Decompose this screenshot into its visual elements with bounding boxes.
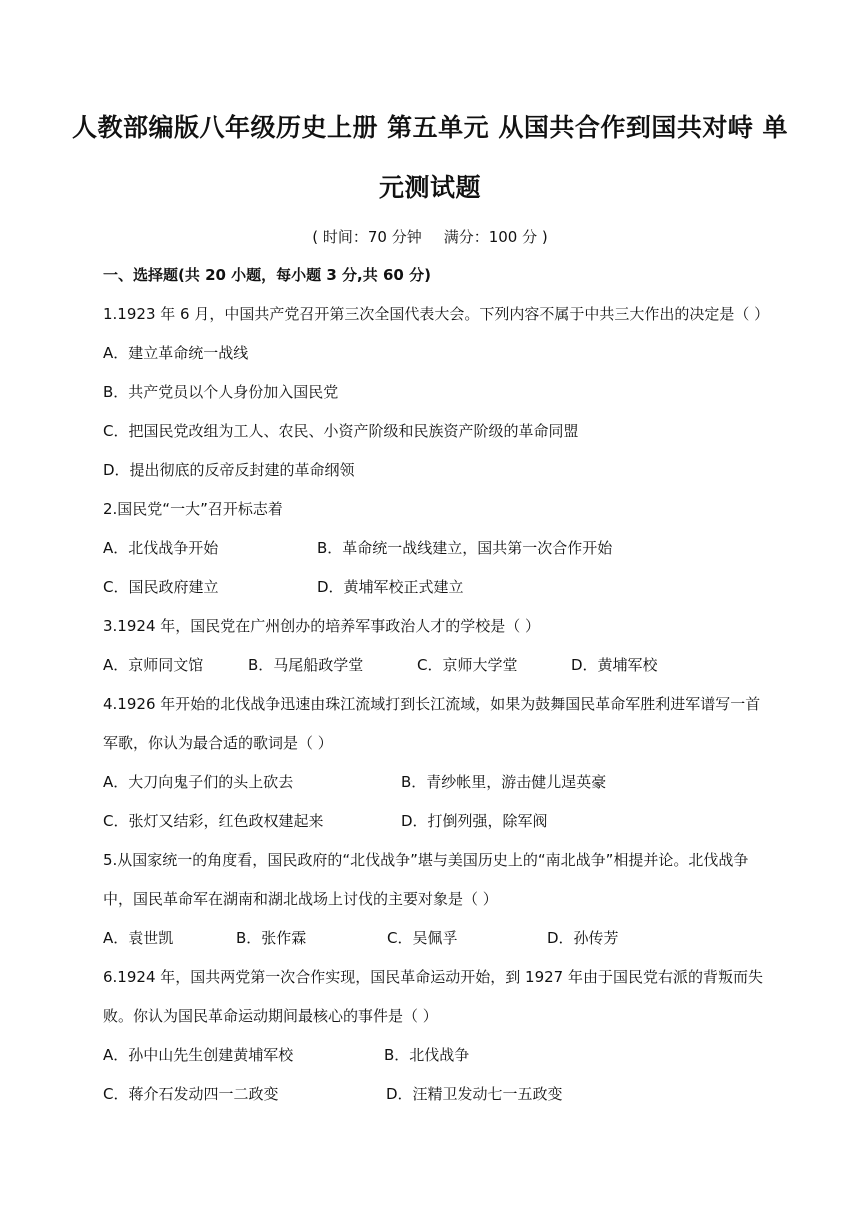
- question-6-stem-line2: 败。你认为国民革命运动期间最核心的事件是（ ）: [103, 1007, 438, 1025]
- score-label: 满分：100 分 ): [443, 228, 548, 246]
- question-2-option-c: C．国民政府建立: [103, 578, 219, 596]
- question-4-option-d: D．打倒列强，除军阀: [401, 812, 548, 830]
- question-2-option-b: B．革命统一战线建立，国共第一次合作开始: [317, 539, 613, 557]
- time-label: ( 时间：70 分钟: [312, 228, 422, 246]
- document-title-line2: 元测试题: [378, 173, 481, 202]
- question-4-option-c: C．张灯又结彩，红色政权建起来: [103, 812, 324, 830]
- question-1-option-b: B．共产党员以个人身份加入国民党: [103, 383, 339, 401]
- question-2-option-d: D．黄埔军校正式建立: [317, 578, 464, 596]
- question-4-option-a: A．大刀向鬼子们的头上砍去: [103, 773, 294, 791]
- question-4-stem-line1: 4.1926 年开始的北伐战争迅速由珠江流域打到长江流域，如果为鼓舞国民革命军胜利进军谱写一首: [103, 695, 761, 713]
- question-3-option-a: A．京师同文馆: [103, 656, 204, 674]
- question-5-option-c: C．吴佩孚: [387, 929, 458, 947]
- question-5-option-b: B．张作霖: [236, 929, 307, 947]
- question-1-option-d: D．提出彻底的反帝反封建的革命纲领: [103, 461, 355, 479]
- question-6-option-b: B．北伐战争: [384, 1046, 470, 1064]
- question-3-stem: 3.1924 年，国民党在广州创办的培养军事政治人才的学校是（ ）: [103, 617, 541, 635]
- question-3-option-c: C．京师大学堂: [417, 656, 518, 674]
- question-5-option-d: D．孙传芳: [547, 929, 619, 947]
- question-2-option-a: A．北伐战争开始: [103, 539, 219, 557]
- question-6-option-c: C．蒋介石发动四一二政变: [103, 1085, 279, 1103]
- section-heading: 一、选择题(共 20 小题，每小题 3 分,共 60 分): [103, 266, 431, 284]
- document-title-line1: 人教部编版八年级历史上册 第五单元 从国共合作到国共对峙 单: [71, 113, 789, 142]
- question-1-option-a: A．建立革命统一战线: [103, 344, 249, 362]
- exam-info: [0, 226, 860, 247]
- question-1-stem: 1.1923 年 6 月，中国共产党召开第三次全国代表大会。下列内容不属于中共三大作出的决定是（ ）: [103, 305, 770, 323]
- question-4-option-b: B．青纱帐里，游击健儿逞英豪: [401, 773, 607, 791]
- question-4-stem-line2: 军歌，你认为最合适的歌词是（ ）: [103, 734, 333, 752]
- question-6-stem-line1: 6.1924 年，国共两党第一次合作实现，国民革命运动开始，到 1927 年由于国民党右派的背叛而失: [103, 968, 763, 986]
- question-6-option-a: A．孙中山先生创建黄埔军校: [103, 1046, 294, 1064]
- question-3-option-d: D．黄埔军校: [571, 656, 658, 674]
- question-5-stem-line2: 中，国民革命军在湖南和湖北战场上讨伐的主要对象是（ ）: [103, 890, 498, 908]
- question-5-stem-line1: 5.从国家统一的角度看，国民政府的“北伐战争”堪与美国历史上的“南北战争”相提并论。北伐战争: [103, 851, 749, 869]
- question-5-option-a: A．袁世凯: [103, 929, 174, 947]
- question-2-stem: 2.国民党“一大”召开标志着: [103, 500, 283, 518]
- question-6-option-d: D．汪精卫发动七一五政变: [386, 1085, 563, 1103]
- question-3-option-b: B．马尾船政学堂: [248, 656, 364, 674]
- question-1-option-c: C．把国民党改组为工人、农民、小资产阶级和民族资产阶级的革命同盟: [103, 422, 579, 440]
